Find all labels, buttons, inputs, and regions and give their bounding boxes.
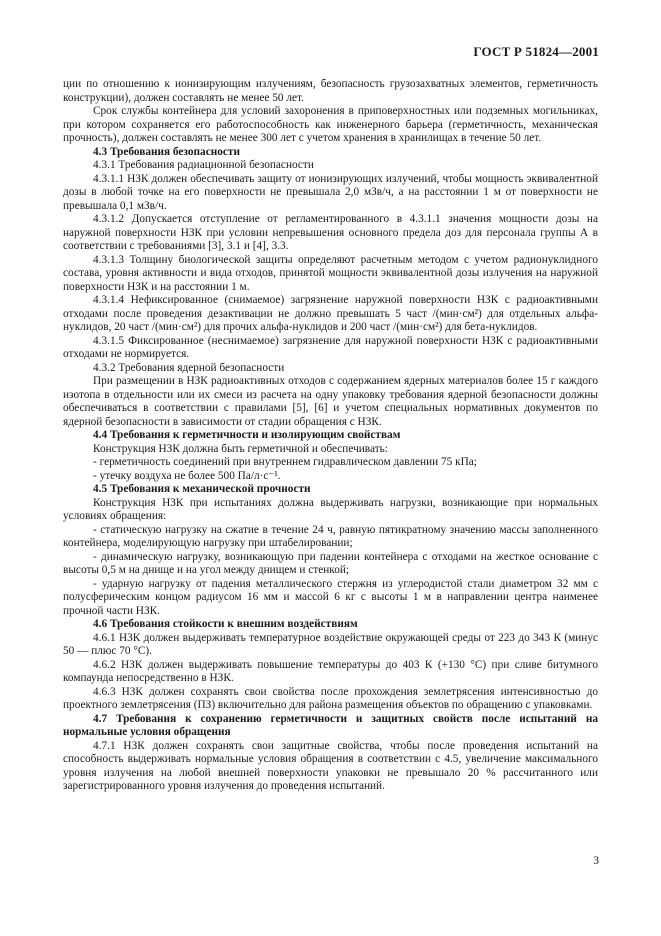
document-code-header: ГОСТ Р 51824—2001 bbox=[473, 44, 599, 59]
body-paragraph: ции по отношению к ионизирующим излучениям, безопасность грузозахватных элементов, герметичность конструкции), должен составлять не менее 50 лет. bbox=[63, 78, 598, 104]
section-heading: 4.5 Требования к механической прочности bbox=[93, 483, 311, 495]
body-paragraph: 4.6.3 НЗК должен сохранять свои свойства после прохождения землетрясения интенсивностью до проектного землетрясения (ПЗ) включительно для района размещения объектов по обращению с упаковками. bbox=[63, 685, 598, 711]
body-paragraph: - статическую нагрузку на сжатие в течение 24 ч, равную пятикратному значению массы заполненного контейнера, моделирующую нагрузку при штабелировании; bbox=[63, 523, 598, 549]
section-heading: 4.3 Требования безопасности bbox=[93, 145, 240, 158]
body-paragraph: - герметичность соединений при внутреннем гидравлическом давлении 75 кПа; bbox=[93, 456, 477, 468]
body-paragraph: 4.6.2 НЗК должен выдерживать повышение температуры до 403 К (+130 °С) при сливе битумного компаунда непосредственно в НЗК. bbox=[63, 658, 598, 684]
body-paragraph: 4.3.1.3 Толщину биологической защиты определяют расчетным методом с учетом радионуклидного состава, уровня активности и вида отходов, принятой мощности эквивалентной дозы излучения на наружной поверхности НЗК и на расстоянии 1 м. bbox=[63, 253, 598, 293]
body-paragraph: - динамическую нагрузку, возникающую при падении контейнера с отходами на жесткое основание с высоты 0,5 м на днище и на угол между днищем и стенкой; bbox=[63, 550, 598, 576]
body-paragraph: 4.3.2 Требования ядерной безопасности bbox=[93, 361, 285, 374]
section-heading: 4.7 Требования к сохранению герметичности и защитных свойств после испытаний на нормальные условия обращения bbox=[63, 712, 598, 738]
document-body bbox=[63, 78, 598, 794]
body-paragraph: 4.3.1.4 Нефиксированное (снимаемое) загрязнение наружной поверхности НЗК с радиоактивными отходами после проведения дезактивации не должно превышать 5 част /(мин·см²) для отдельных альфа-нуклидов, 20 част /(мин·см²) для прочих альфа-нуклидов и 200 част /(мин·см²) для бета-нуклидов. bbox=[63, 294, 598, 333]
body-paragraph: 4.3.1.1 НЗК должен обеспечивать защиту от ионизирующих излучений, чтобы мощность эквивалентной дозы в любой точке на его поверхности не превышала 2,0 мЗв/ч, а на расстоянии 1 м от поверхности не превышала 0,1 мЗв/ч. bbox=[63, 172, 598, 212]
body-paragraph: - ударную нагрузку от падения металлического стержня из углеродистой стали диаметром 32 мм с полусферическим концом радиусом 16 мм и массой 6 кг с высоты 1 м в направлении центра наименее прочной части НЗК. bbox=[63, 577, 598, 617]
body-paragraph: При размещении в НЗК радиоактивных отходов с содержанием ядерных материалов более 15 г каждого изотопа в отдельности или их смеси из расчета на одну упаковку требования ядерной безопасности должны обеспечиваться в соответствии с правилами [5], [6] и учетом специальных нормативных документов по ядерной безопасности в зависимости от стадии обращения с НЗК. bbox=[63, 375, 598, 428]
body-paragraph: Конструкция НЗК должна быть герметичной и обеспечивать: bbox=[93, 442, 388, 455]
body-paragraph: 4.3.1 Требования радиационной безопасности bbox=[93, 159, 314, 171]
section-heading: 4.4 Требования к герметичности и изолирующим свойствам bbox=[93, 429, 401, 441]
body-paragraph: 4.3.1.5 Фиксированное (неснимаемое) загрязнение для наружной поверхности НЗК с радиоактивными отходами не нормируется. bbox=[63, 334, 598, 360]
body-paragraph: Конструкция НЗК при испытаниях должна выдерживать нагрузки, возникающие при нормальных условиях обращения: bbox=[63, 496, 598, 522]
body-paragraph: 4.3.1.2 Допускается отступление от регламентированного в 4.3.1.1 значения мощности дозы на наружной поверхности НЗК при условии непревышения основного предела доз для персонала группы А в соответствии с требованиями [3], 3.1 и [4], 3.3. bbox=[63, 213, 598, 252]
section-heading: 4.6 Требования стойкости к внешним воздействиям bbox=[93, 618, 358, 630]
body-paragraph: 4.7.1 НЗК должен сохранять свои защитные свойства, чтобы после проведения испытаний на способность выдерживать нормальные условия обращения в соответствии с 4.5, увеличение максимального уровня излучения на любой внешней поверхности упаковки не превышало 20 % рассчитанного или зарегистрированного уровня излучения до проведения испытаний. bbox=[63, 739, 598, 792]
body-paragraph: 4.6.1 НЗК должен выдерживать температурное воздействие окружающей среды от 223 до 343 К (минус 50 — плюс 70 °С). bbox=[63, 631, 598, 657]
body-paragraph: - утечку воздуха не более 500 Па/л·с⁻¹. bbox=[93, 469, 281, 482]
page-number: 3 bbox=[593, 855, 599, 867]
body-paragraph: Срок службы контейнера для условий захоронения в приповерхностных или подземных могильниках, при котором сохраняется его работоспособность как инженерного барьера (герметичность, механическая прочность), должен составлять не менее 300 лет с учетом хранения в хранилищах в течение 50 лет. bbox=[63, 105, 598, 144]
